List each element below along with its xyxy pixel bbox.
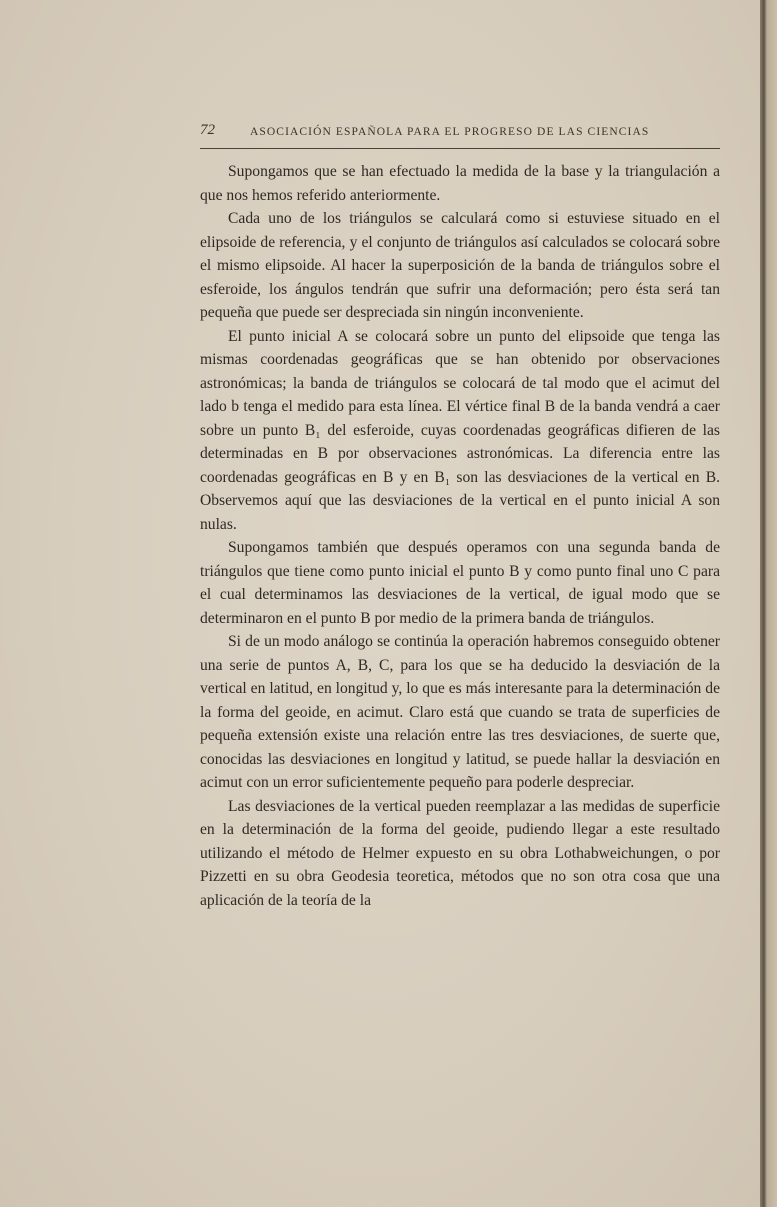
paragraph: Supongamos que se han efectuado la medida de la base y la triangulación a que nos hemos referido anteriormente.: [200, 163, 720, 204]
header-rule: [200, 148, 720, 149]
page-edge: [760, 0, 777, 1207]
paragraph: Las desviaciones de la vertical pueden reemplazar a las medidas de superficie en la determinación de la forma del geoide, pudiendo llegar a este resultado utilizando el método de Helmer expuesto en su obra Lothabweichungen, o por Pizzetti en su obra Geodesia teoretica, métodos que no son otra cosa que una aplicación de la teoría de la: [200, 797, 720, 909]
paragraph: El punto inicial A se colocará sobre un punto del elipsoide que tenga las mismas coordenadas geográficas que se han obtenido por observaciones astronómicas; la banda de triángulos se colocará de tal modo que el acimut del lado b tenga el medido para esta línea. El vértice final B de la banda vendrá a caer sobre un punto B₁ del esferoide, cuyas coordenadas geográficas difieren de las determinadas en B por observaciones astronómicas. La diferencia entre las coordenadas geográficas en B y en B₁ son las desviaciones de la vertical en B. Observemos aquí que las desviaciones de la vertical en el punto inicial A son nulas.: [200, 327, 720, 533]
paragraph: Supongamos también que después operamos con una segunda banda de triángulos que tiene como punto inicial el punto B y como punto final uno C para el cual determinamos las desviaciones de la vertical, de igual modo que se determinaron en el punto B por medio de la primera banda de triángulos.: [200, 539, 720, 627]
paragraph: Si de un modo análogo se continúa la operación habremos conseguido obtener una serie de puntos A, B, C, para los que se ha deducido la desviación de la vertical en latitud, en longitud y, lo que es más interesante para la determinación de la forma del geoide, en acimut. Claro está que cuando se trata de superficies de pequeña extensión existe una relación entre las tres desviaciones, de suerte que, conocidas las desviaciones en longitud y latitud, se puede hallar la desviación en acimut con un error suficientemente pequeño para poderle despreciar.: [200, 633, 720, 791]
running-head: ASOCIACIÓN ESPAÑOLA PARA EL PROGRESO DE LAS CIENCIAS: [250, 126, 650, 138]
page-number: 72: [200, 122, 215, 138]
body-text: [200, 160, 720, 912]
page-header: [200, 122, 720, 146]
paragraph: Cada uno de los triángulos se calculará como si estuviese situado en el elipsoide de referencia, y el conjunto de triángulos así calculados se colocará sobre el mismo elipsoide. Al hacer la superposición de la banda de triángulos sobre el esferoide, los ángulos tendrán que sufrir una deformación; pero ésta será tan pequeña que puede ser despreciada sin ningún inconveniente.: [200, 210, 720, 321]
